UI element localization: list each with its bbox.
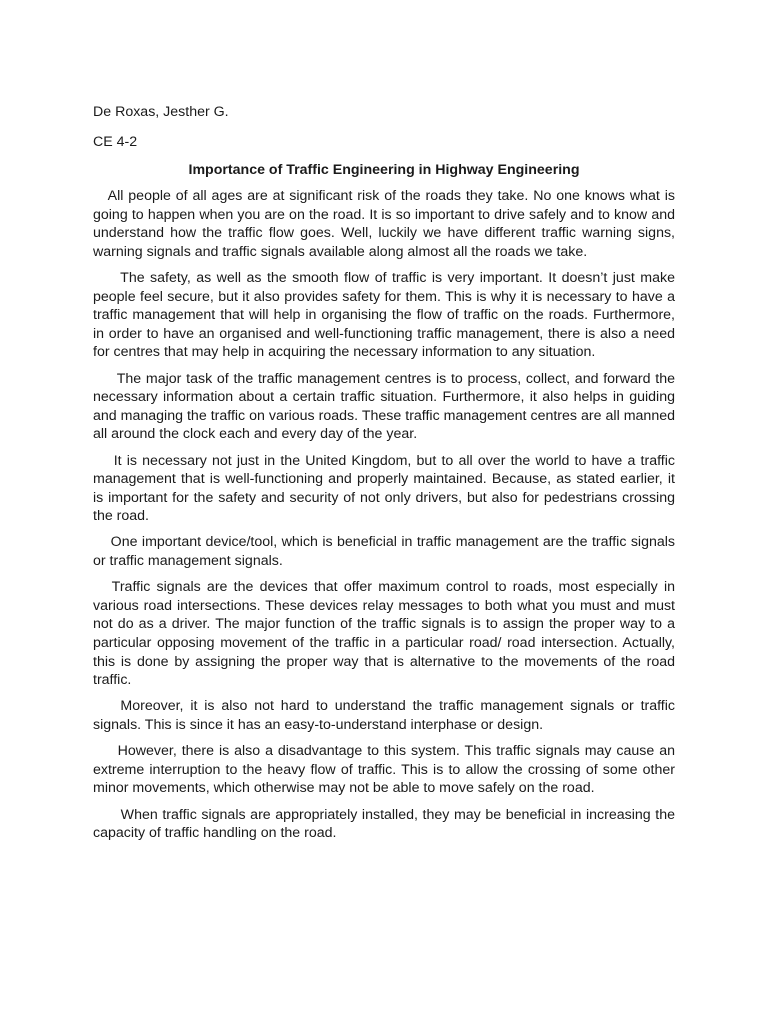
paragraph-4: It is necessary not just in the United Kingdom, but to all over the world to have a traffic management that is well-functioning and properly maintained. Because, as stated earlier, it is important for the safety and security of not only drivers, but also for pedestrians crossing the road. [93,452,675,525]
paragraph-9: When traffic signals are appropriately installed, they may be beneficial in increasing the capacity of traffic handling on the road. [93,806,675,842]
author-name: De Roxas, Jesther G. [93,104,229,120]
paragraph-7: Moreover, it is also not hard to understand the traffic management signals or traffic signals. This is since it has an easy-to-understand interphase or design. [93,698,675,733]
paragraph-5: One important device/tool, which is beneficial in traffic management are the traffic signals or traffic management signals. [93,534,675,570]
paragraph-3: The major task of the traffic management centres is to process, collect, and forward the necessary information about a certain traffic situation. Furthermore, it also helps in guiding and managing the traffic on various roads. These traffic management centres are all manned all around the clock each and every day of the year. [93,370,675,443]
paragraph-6: Traffic signals are the devices that offer maximum control to roads, most especially in various road intersections. These devices relay messages to both what you must and must not do as a driver. The major function of the traffic signals is to assign the proper way to a particular opposing movement of the traffic in a particular road/ road intersection. Actually, this is done by assigning the proper way that is alternative to the movements of the road traffic. [93,579,675,689]
paragraph-1: All people of all ages are at significant risk of the roads they take. No one knows what is going to happen when you are on the road. It is so important to drive safely and to know and understand how the traffic flow goes. Well, luckily we have different traffic warning signs, warning signals and traffic signals available along almost all the roads we take. [93,188,675,260]
class-section: CE 4-2 [93,134,138,150]
essay-title: Importance of Traffic Engineering in Highway Engineering [188,162,580,178]
document-page [93,103,675,850]
paragraph-2: The safety, as well as the smooth flow of traffic is very important. It doesn’t just make people feel secure, but it also provides safety for them. This is why it is necessary to have a traffic management that will help in organising the flow of traffic on the roads. Furthermore, in order to have an organised and well-functioning traffic management, there is also a need for centres that may help in acquiring the necessary information to any situation. [93,269,675,361]
paragraph-8: However, there is also a disadvantage to this system. This traffic signals may cause an extreme interruption to the heavy flow of traffic. This is to allow the crossing of some other minor movements, which otherwise may not be able to move safely on the road. [93,743,675,797]
